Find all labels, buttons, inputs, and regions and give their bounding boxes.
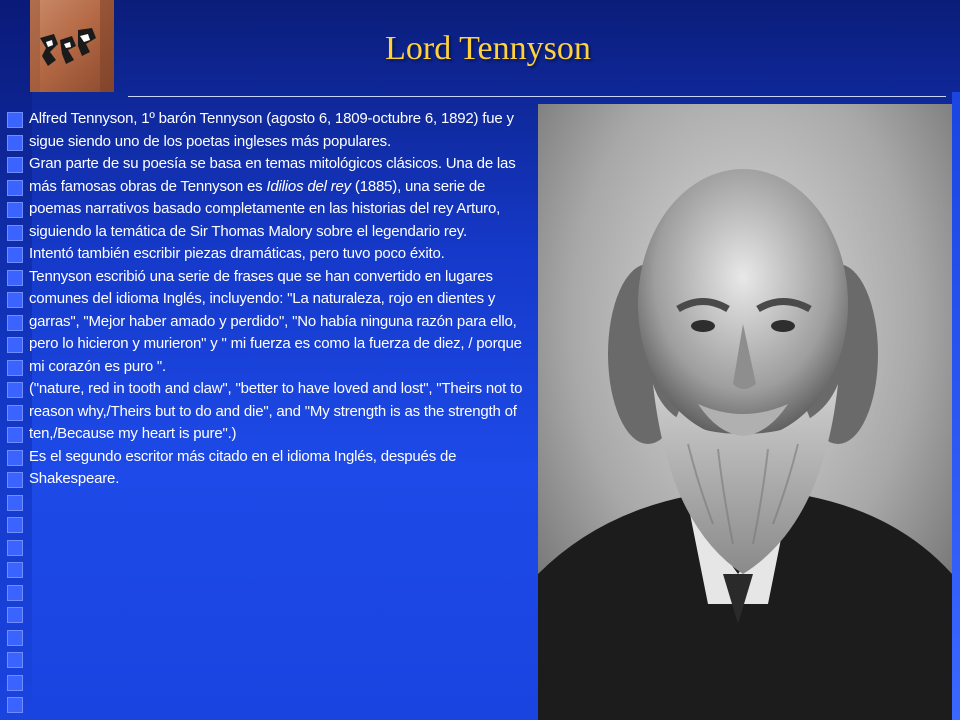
- decorative-square-icon: [7, 405, 23, 421]
- body-text: [29, 108, 529, 491]
- decorative-square-icon: [7, 157, 23, 173]
- decorative-square-icon: [7, 562, 23, 578]
- work-title-idilios: Idilios del rey: [266, 177, 351, 195]
- portrait-photo-icon: [538, 104, 952, 720]
- paragraph-drama: Intentó también escribir piezas dramáticas, pero tuvo poco éxito.: [29, 245, 445, 262]
- decorative-square-icon: [7, 697, 23, 713]
- decorative-square-icon: [7, 247, 23, 263]
- decorative-square-icon: [7, 495, 23, 511]
- decorative-square-icon: [7, 135, 23, 151]
- decorative-square-icon: [7, 675, 23, 691]
- decorative-square-icon: [7, 652, 23, 668]
- decorative-square-icon: [7, 315, 23, 331]
- decorative-square-icon: [7, 450, 23, 466]
- decorative-square-icon: [7, 112, 23, 128]
- decorative-square-icon: [7, 472, 23, 488]
- paragraph-intro: Alfred Tennyson, 1º barón Tennyson (agosto 6, 1809-octubre 6, 1892) fue y sigue siendo uno de los poetas ingleses más populares.: [29, 110, 514, 150]
- decorative-square-icon: [7, 540, 23, 556]
- decorative-square-icon: [7, 382, 23, 398]
- decorative-square-icon: [7, 202, 23, 218]
- title-underline: [128, 96, 946, 97]
- decorative-square-icon: [7, 360, 23, 376]
- paragraph-citations: Es el segundo escritor más citado en el idioma Inglés, después de Shakespeare.: [29, 447, 457, 487]
- paragraph-mythology-end: (1885), una serie de poemas narrativos basado completamente en las historias del rey Arturo, siguiendo la temática de Sir Thomas Malory sobre el legendario rey.: [29, 177, 501, 240]
- abstract-logo-icon: [30, 0, 114, 92]
- slide-title: Lord Tennyson: [385, 30, 591, 67]
- left-decorative-band: [0, 0, 32, 720]
- right-edge-band: [952, 92, 960, 720]
- decorative-square-icon: [7, 607, 23, 623]
- paragraph-mythology-start: Gran parte de su poesía se basa en temas mitológicos clásicos. Una de las más famosas obras de Tennyson es: [29, 155, 516, 195]
- decorative-square-icon: [7, 180, 23, 196]
- decorative-square-icon: [7, 292, 23, 308]
- decorative-square-icon: [7, 585, 23, 601]
- decorative-square-icon: [7, 427, 23, 443]
- paragraph-phrases-en: ("nature, red in tooth and claw", "better to have loved and lost", "Theirs not to reason why,/Theirs but to do and die", and "My strength is as the strength of ten,/Because my heart is pure".): [29, 380, 523, 442]
- paragraph-mythology: [29, 153, 529, 243]
- decorative-square-icon: [7, 225, 23, 241]
- decorative-square-icon: [7, 517, 23, 533]
- decorative-square-icon: [7, 337, 23, 353]
- paragraph-phrases-es: Tennyson escribió una serie de frases que se han convertido en lugares comunes del idioma Inglés, incluyendo: "La naturaleza, rojo en dientes y garras", "Mejor haber amado y perdido", "No había ninguna razón para ello, pero lo hicieron y murieron" y " mi fuerza es como la fuerza de diez, / porque mi corazón es puro ".: [29, 267, 522, 375]
- portrait-image: [538, 104, 952, 720]
- decorative-square-icon: [7, 270, 23, 286]
- logo-block: [30, 0, 114, 92]
- decorative-square-icon: [7, 630, 23, 646]
